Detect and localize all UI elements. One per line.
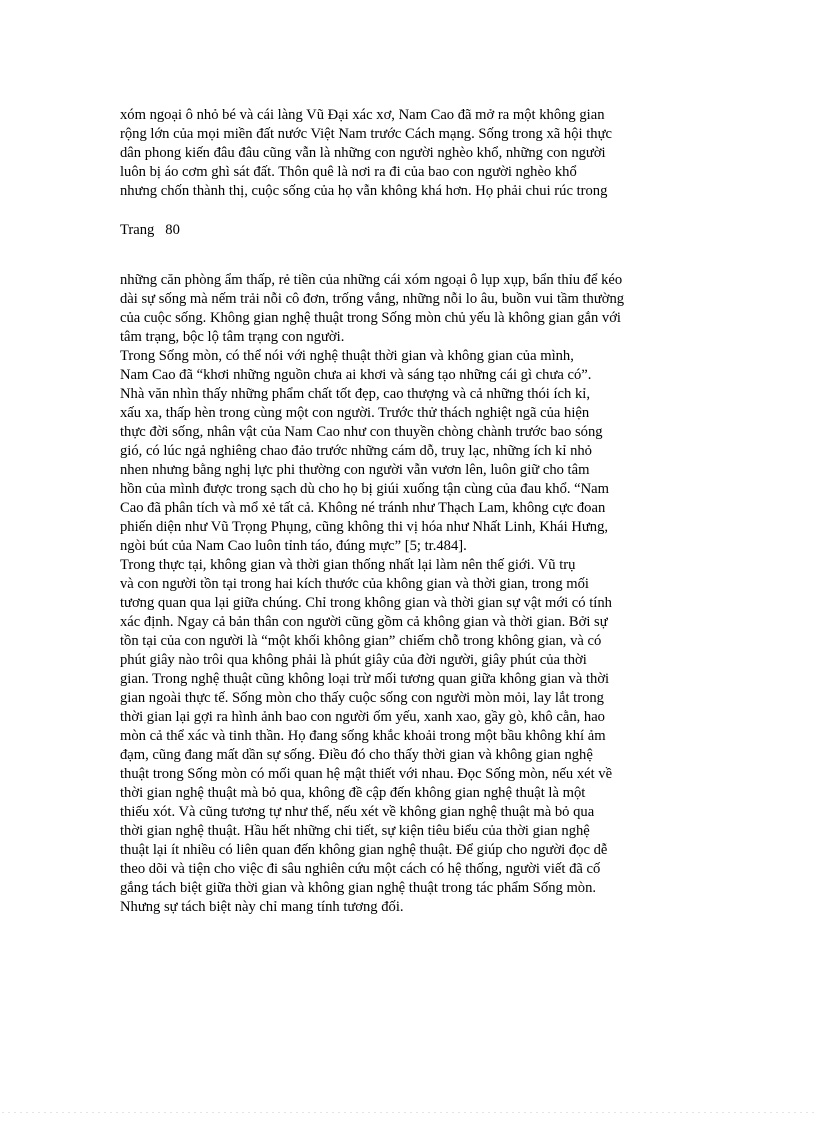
top-paragraph xyxy=(120,106,700,201)
text-line: nhen nhưng bằng nghị lực phi thường con người vẫn vươn lên, luôn giữ cho tâm xyxy=(120,462,590,478)
text-line: tâm trạng, bộc lộ tâm trạng con người. xyxy=(120,329,345,345)
text-line: Nhà văn nhìn thấy những phẩm chất tốt đẹp, cao thượng và cả những thói ích kỉ, xyxy=(120,386,590,402)
main-text xyxy=(120,271,700,917)
text-line: gió, có lúc ngả nghiêng chao đảo trước những cám dỗ, truỵ lạc, những ích kỉ nhỏ xyxy=(120,443,592,459)
text-line: phút giây nào trôi qua không phải là phút giây của đời người, giây phút của thời xyxy=(120,652,587,668)
text-line: gian ngoài thực tế. Sống mòn cho thấy cuộc sống con người mòn mỏi, lay lắt trong xyxy=(120,690,604,706)
text-line: nhưng chốn thành thị, cuộc sống của họ vẫn không khá hơn. Họ phải chui rúc trong xyxy=(120,183,608,199)
text-line: tương quan qua lại giữa chúng. Chỉ trong không gian và thời gian sự vật mới có tính xyxy=(120,595,612,611)
text-line: gắng tách biệt giữa thời gian và không gian nghệ thuật trong tác phẩm Sống mòn. xyxy=(120,880,597,896)
page-bottom-dotted-edge xyxy=(0,1112,816,1113)
text-line: dài sự sống mà nếm trải nỗi cô đơn, trống vắng, những nỗi lo âu, buồn vui tầm thường xyxy=(120,291,625,307)
text-line: ngòi bút của Nam Cao luôn tỉnh táo, đúng mực” [5; tr.484]. xyxy=(120,538,467,554)
text-line: gian. Trong nghệ thuật cũng không loại trừ mối tương quan giữa không gian và thời xyxy=(120,671,610,687)
text-line: của cuộc sống. Không gian nghệ thuật trong Sống mòn chủ yếu là không gian gắn với xyxy=(120,310,621,326)
text-line: theo dõi và tiện cho việc đi sâu nghiên cứu một cách có hệ thống, người viết đã cố xyxy=(120,861,601,877)
text-line: thời gian lại gợi ra hình ảnh bao con người ốm yếu, xanh xao, gầy gò, khô cằn, hao xyxy=(120,709,605,725)
text-line: luôn bị áo cơm ghì sát đất. Thôn quê là nơi ra đi của bao con người nghèo khổ xyxy=(120,164,577,180)
text-line: Nam Cao đã “khơi những nguồn chưa ai khơi và sáng tạo những cái gì chưa có”. xyxy=(120,367,592,383)
text-line: Trong Sống mòn, có thể nói với nghệ thuật thời gian và không gian của mình, xyxy=(120,348,574,364)
text-line: rộng lớn của mọi miền đất nước Việt Nam trước Cách mạng. Sống trong xã hội thực xyxy=(120,126,612,142)
text-line: tồn tại của con người là “một khối không gian” chiếm chỗ trong không gian, và có xyxy=(120,633,602,649)
text-line: mòn cả thể xác và tinh thần. Họ đang sống khắc khoải trong một bầu không khí ảm xyxy=(120,728,606,744)
text-line: thời gian nghệ thuật mà bỏ qua, không đề cập đến không gian nghệ thuật là một xyxy=(120,785,586,801)
text-line: xóm ngoại ô nhỏ bé và cái làng Vũ Đại xác xơ, Nam Cao đã mở ra một không gian xyxy=(120,107,605,123)
text-line: hồn của mình được trong sạch dù cho họ bị giúi xuống tận cùng của đau khổ. “Nam xyxy=(120,481,610,497)
text-line: và con người tồn tại trong hai kích thước của không gian và thời gian, trong mối xyxy=(120,576,589,592)
text-line: phiến diện như Vũ Trọng Phụng, cũng không thi vị hóa như Nhất Linh, Khái Hưng, xyxy=(120,519,609,535)
text-line: xấu xa, thấp hèn trong cùng một con người. Trước thử thách nghiệt ngã của hiện xyxy=(120,405,590,421)
text-line: dân phong kiến đâu đâu cũng vẫn là những con người nghèo khổ, những con người xyxy=(120,145,606,161)
text-line: Nhưng sự tách biệt này chỉ mang tính tương đối. xyxy=(120,899,404,915)
text-line: thực đời sống, nhân vật của Nam Cao như con thuyền chòng chành trước bao sóng xyxy=(120,424,603,440)
text-line: thuật trong Sống mòn có mối quan hệ mật thiết với nhau. Đọc Sống mòn, nếu xét về xyxy=(120,766,613,782)
text-line: thuật lại ít nhiều có liên quan đến không gian nghệ thuật. Để giúp cho người đọc dễ xyxy=(120,842,608,858)
text-line: thiếu xót. Và cũng tương tự như thế, nếu xét về không gian nghệ thuật mà bỏ qua xyxy=(120,804,595,820)
text-line: Trong thực tại, không gian và thời gian thống nhất lại làm nên thế giới. Vũ trụ xyxy=(120,557,576,573)
page-number-label: Trang 80 xyxy=(120,222,180,238)
text-line: xác định. Ngay cả bản thân con người cũng gồm cả không gian và thời gian. Bởi sự xyxy=(120,614,608,630)
text-line: những căn phòng ẩm thấp, rẻ tiền của những cái xóm ngoại ô lụp xụp, bẩn thỉu để kéo xyxy=(120,272,623,288)
text-line: thời gian nghệ thuật. Hầu hết những chi tiết, sự kiện tiêu biểu của thời gian nghệ xyxy=(120,823,590,839)
text-line: Cao đã phân tích và mổ xẻ tất cả. Không né tránh như Thạch Lam, không cực đoan xyxy=(120,500,606,516)
text-line: đạm, cũng đang mất dần sự sống. Điều đó cho thấy thời gian và không gian nghệ xyxy=(120,747,593,763)
